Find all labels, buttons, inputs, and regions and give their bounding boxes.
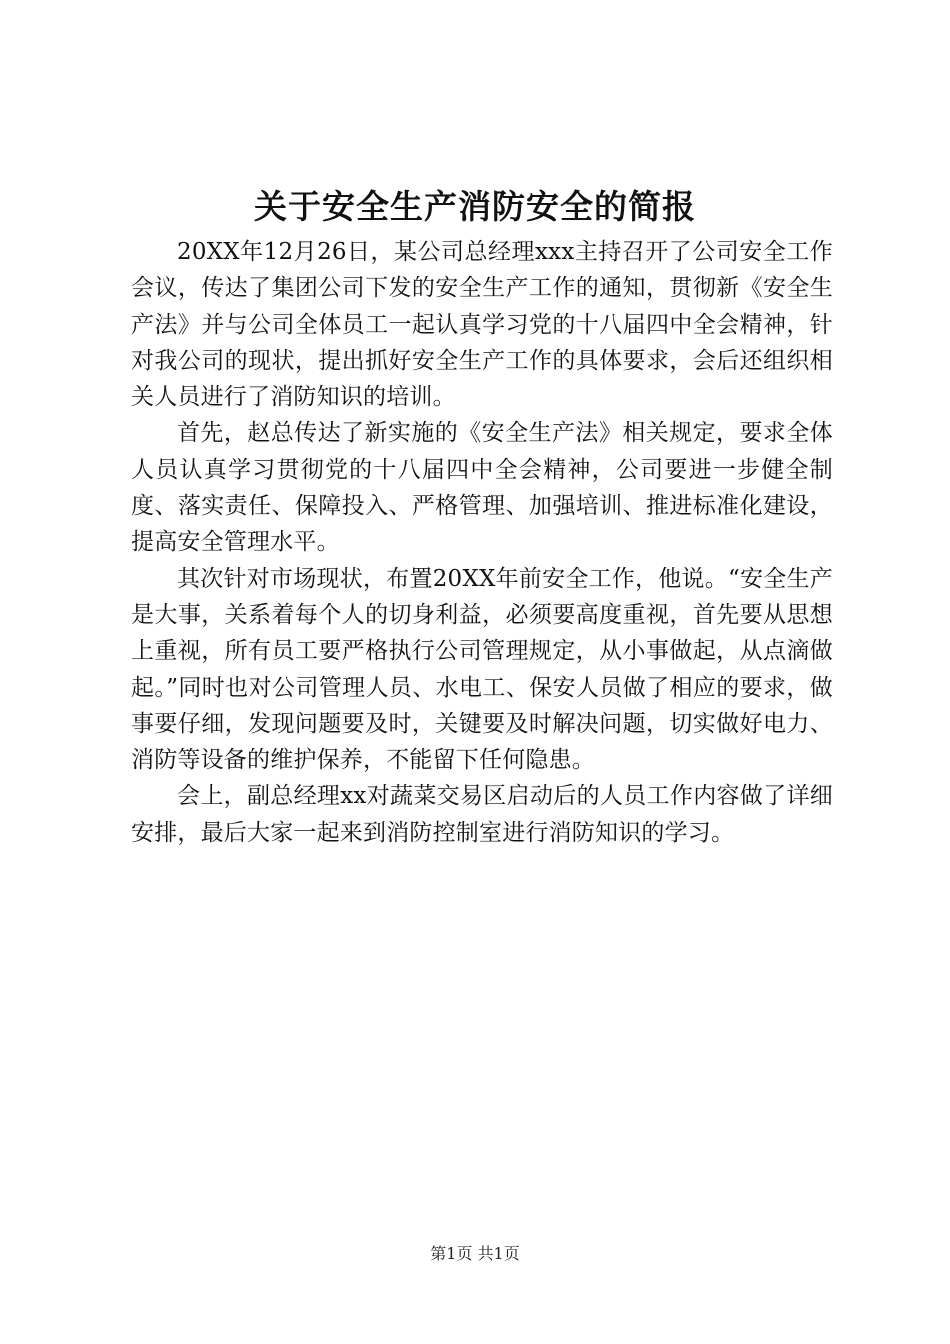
document-body [131, 234, 833, 851]
document-title: 关于安全生产消防安全的简报 [254, 187, 696, 226]
page-footer: 第1页 共1页 [430, 1244, 520, 1263]
paragraph-2: 首先，赵总传达了新实施的《安全生产法》相关规定，要求全体人员认真学习贯彻党的十八届四中全会精神，公司要进一步健全制度、落实责任、保障投入、严格管理、加强培训、推进标准化建设，提高安全管理水平。 [131, 420, 833, 556]
paragraph-1: 20XX年12月26日，某公司总经理xxx主持召开了公司安全工作会议，传达了集团公司下发的安全生产工作的通知，贯彻新《安全生产法》并与公司全体员工一起认真学习党的十八届四中全会精神，针对我公司的现状，提出抓好安全生产工作的具体要求，会后还组织相关人员进行了消防知识的培训。 [131, 239, 833, 411]
paragraph-3: 其次针对市场现状，布置20XX年前安全工作，他说。“安全生产是大事，关系着每个人的切身利益，必须要高度重视，首先要从思想上重视，所有员工要严格执行公司管理规定，从小事做起，从点滴做起。”同时也对公司管理人员、水电工、保安人员做了相应的要求，做事要仔细，发现问题要及时，关键要及时解决问题，切实做好电力、消防等设备的维护保养，不能留下任何隐患。 [131, 565, 833, 774]
paragraph-4: 会上，副总经理xx对蔬菜交易区启动后的人员工作内容做了详细安排，最后大家一起来到消防控制室进行消防知识的学习。 [131, 783, 833, 846]
